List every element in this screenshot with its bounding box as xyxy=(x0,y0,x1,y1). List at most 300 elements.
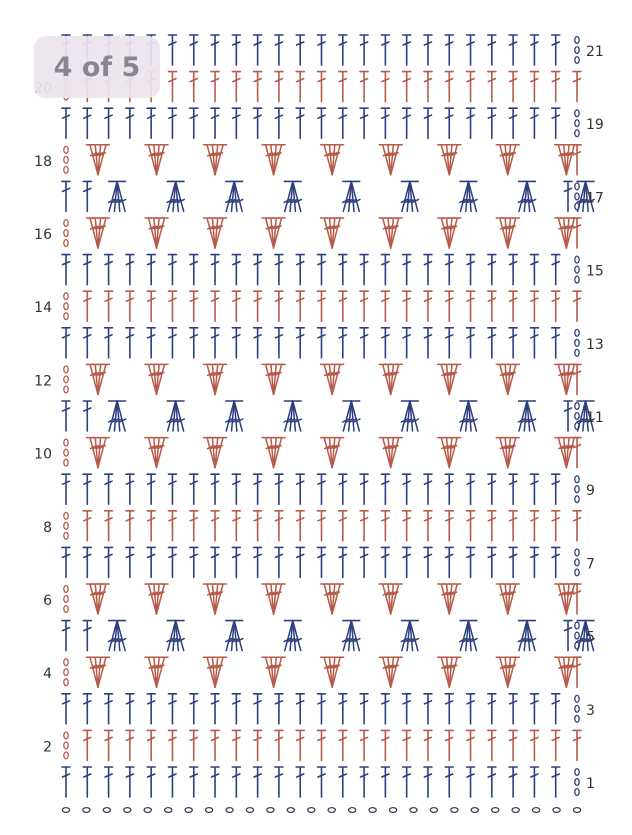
double-crochet-stitch xyxy=(168,291,176,321)
double-crochet-stitch xyxy=(381,767,389,797)
inverted-v-cluster xyxy=(518,181,536,211)
chain-link xyxy=(575,569,579,576)
v-stitch-cluster xyxy=(555,584,578,614)
v-stitch-cluster xyxy=(204,364,227,394)
double-crochet-stitch xyxy=(424,767,432,797)
double-crochet-stitch xyxy=(318,108,326,138)
double-crochet-stitch xyxy=(403,255,411,285)
chart-row-1 xyxy=(62,767,579,797)
foundation-chain-link xyxy=(185,808,192,813)
chain-link xyxy=(575,632,579,639)
double-crochet-stitch xyxy=(232,547,240,577)
double-crochet-stitch xyxy=(424,511,432,541)
row-number-label: 10 xyxy=(34,446,52,463)
double-crochet-stitch xyxy=(254,474,262,504)
double-crochet-stitch xyxy=(467,72,475,102)
double-crochet-stitch xyxy=(360,694,368,724)
double-crochet-stitch xyxy=(126,511,134,541)
double-crochet-stitch xyxy=(126,328,134,358)
chain-link xyxy=(64,313,68,320)
double-crochet-stitch xyxy=(573,364,581,394)
double-crochet-stitch xyxy=(83,511,91,541)
chain-link xyxy=(575,110,579,117)
chain-link xyxy=(575,120,579,127)
double-crochet-stitch xyxy=(360,72,368,102)
foundation-chain-link xyxy=(533,808,540,813)
double-crochet-stitch xyxy=(254,291,262,321)
foundation-chain-link xyxy=(267,808,274,813)
double-crochet-stitch xyxy=(530,767,538,797)
chain-link xyxy=(64,220,68,227)
double-crochet-stitch xyxy=(339,547,347,577)
double-crochet-stitch xyxy=(552,35,560,65)
double-crochet-stitch xyxy=(190,255,198,285)
chain-link xyxy=(575,329,579,336)
double-crochet-stitch xyxy=(339,730,347,760)
chain-link xyxy=(575,276,579,283)
double-crochet-stitch xyxy=(488,694,496,724)
inverted-v-cluster xyxy=(459,621,477,651)
double-crochet-stitch xyxy=(445,511,453,541)
double-crochet-stitch xyxy=(254,35,262,65)
foundation-chain-link xyxy=(144,808,151,813)
foundation-chain-link xyxy=(512,808,519,813)
chart-row-9 xyxy=(62,474,579,504)
v-stitch-cluster xyxy=(86,364,109,394)
double-crochet-stitch xyxy=(467,547,475,577)
turning-chain xyxy=(575,329,579,356)
double-crochet-stitch xyxy=(190,547,198,577)
turning-chain xyxy=(64,586,68,613)
double-crochet-stitch xyxy=(296,255,304,285)
double-crochet-stitch xyxy=(232,328,240,358)
v-stitch-cluster xyxy=(555,218,578,248)
double-crochet-stitch xyxy=(275,730,283,760)
double-crochet-stitch xyxy=(509,72,517,102)
chain-link xyxy=(64,522,68,529)
chart-row-12 xyxy=(64,364,581,394)
double-crochet-stitch xyxy=(126,255,134,285)
chain-link xyxy=(575,130,579,137)
chain-link xyxy=(64,679,68,686)
v-stitch-cluster xyxy=(379,145,402,175)
double-crochet-stitch xyxy=(424,72,432,102)
foundation-chain-link xyxy=(165,808,172,813)
v-stitch-cluster xyxy=(86,218,109,248)
chain-link xyxy=(575,47,579,54)
double-crochet-stitch xyxy=(381,328,389,358)
foundation-chain-link xyxy=(430,808,437,813)
double-crochet-stitch xyxy=(339,767,347,797)
double-crochet-stitch xyxy=(424,694,432,724)
turning-chain xyxy=(575,622,579,649)
double-crochet-stitch xyxy=(168,730,176,760)
double-crochet-stitch xyxy=(445,730,453,760)
foundation-chain-link xyxy=(226,808,233,813)
double-crochet-stitch xyxy=(509,255,517,285)
double-crochet-stitch xyxy=(83,694,91,724)
double-crochet-stitch xyxy=(530,255,538,285)
chain-link xyxy=(64,376,68,383)
chain-link xyxy=(575,769,579,776)
double-crochet-stitch xyxy=(488,35,496,65)
double-crochet-stitch xyxy=(190,108,198,138)
v-stitch-cluster xyxy=(204,145,227,175)
double-crochet-stitch xyxy=(509,547,517,577)
v-stitch-cluster xyxy=(262,657,285,687)
double-crochet-stitch xyxy=(360,730,368,760)
row-number-label: 2 xyxy=(43,739,52,756)
foundation-chain-link xyxy=(62,808,69,813)
foundation-chain-link xyxy=(103,808,110,813)
double-crochet-stitch xyxy=(564,181,572,211)
double-crochet-stitch xyxy=(296,511,304,541)
double-crochet-stitch xyxy=(296,291,304,321)
double-crochet-stitch xyxy=(509,511,517,541)
double-crochet-stitch xyxy=(509,730,517,760)
inverted-v-cluster xyxy=(342,621,360,651)
chain-link xyxy=(575,789,579,796)
double-crochet-stitch xyxy=(488,328,496,358)
chain-link xyxy=(575,476,579,483)
double-crochet-stitch xyxy=(509,767,517,797)
double-crochet-stitch xyxy=(530,730,538,760)
double-crochet-stitch xyxy=(83,328,91,358)
double-crochet-stitch xyxy=(445,694,453,724)
double-crochet-stitch xyxy=(105,474,113,504)
double-crochet-stitch xyxy=(445,328,453,358)
double-crochet-stitch xyxy=(318,547,326,577)
chain-link xyxy=(64,742,68,749)
double-crochet-stitch xyxy=(488,474,496,504)
chain-link xyxy=(575,695,579,702)
double-crochet-stitch xyxy=(403,108,411,138)
v-stitch-cluster xyxy=(86,145,109,175)
double-crochet-stitch xyxy=(62,328,70,358)
v-stitch-cluster xyxy=(555,657,578,687)
row-number-label: 15 xyxy=(586,263,604,280)
double-crochet-stitch xyxy=(445,474,453,504)
double-crochet-stitch xyxy=(126,474,134,504)
v-stitch-cluster xyxy=(321,438,344,468)
inverted-v-cluster xyxy=(108,401,126,431)
chain-link xyxy=(64,156,68,163)
v-stitch-cluster xyxy=(496,218,519,248)
v-stitch-cluster xyxy=(496,657,519,687)
inverted-v-cluster xyxy=(401,181,419,211)
double-crochet-stitch xyxy=(168,35,176,65)
double-crochet-stitch xyxy=(232,291,240,321)
double-crochet-stitch xyxy=(360,511,368,541)
double-crochet-stitch xyxy=(381,35,389,65)
inverted-v-cluster xyxy=(401,621,419,651)
inverted-v-cluster xyxy=(225,621,243,651)
row-number-label: 6 xyxy=(43,593,52,609)
foundation-chain-link xyxy=(287,808,294,813)
chain-link xyxy=(575,183,579,190)
double-crochet-stitch xyxy=(488,547,496,577)
double-crochet-stitch xyxy=(147,108,155,138)
double-crochet-stitch xyxy=(530,511,538,541)
double-crochet-stitch xyxy=(254,72,262,102)
v-stitch-cluster xyxy=(262,218,285,248)
double-crochet-stitch xyxy=(445,547,453,577)
foundation-chain-link xyxy=(308,808,315,813)
chart-row-17 xyxy=(62,181,595,211)
v-stitch-cluster xyxy=(262,145,285,175)
double-crochet-stitch xyxy=(254,767,262,797)
double-crochet-stitch xyxy=(424,108,432,138)
v-stitch-cluster xyxy=(555,364,578,394)
double-crochet-stitch xyxy=(211,730,219,760)
row-number-label: 17 xyxy=(586,190,604,207)
double-crochet-stitch xyxy=(168,108,176,138)
double-crochet-stitch xyxy=(254,328,262,358)
double-crochet-stitch xyxy=(275,328,283,358)
double-crochet-stitch xyxy=(467,108,475,138)
chain-link xyxy=(64,166,68,173)
slide-counter-label: 4 of 5 xyxy=(53,51,141,83)
chart-row-16 xyxy=(64,218,581,248)
double-crochet-stitch xyxy=(509,291,517,321)
double-crochet-stitch xyxy=(168,72,176,102)
double-crochet-stitch xyxy=(83,474,91,504)
double-crochet-stitch xyxy=(318,474,326,504)
double-crochet-stitch xyxy=(126,291,134,321)
chain-link xyxy=(575,622,579,629)
foundation-chain-link xyxy=(471,808,478,813)
double-crochet-stitch xyxy=(254,108,262,138)
double-crochet-stitch xyxy=(254,730,262,760)
row-number-label: 9 xyxy=(586,483,595,500)
double-crochet-stitch xyxy=(105,694,113,724)
turning-chain xyxy=(64,366,68,393)
double-crochet-stitch xyxy=(509,328,517,358)
inverted-v-cluster xyxy=(167,621,185,651)
double-crochet-stitch xyxy=(488,255,496,285)
chart-row-11 xyxy=(62,401,595,431)
double-crochet-stitch xyxy=(509,694,517,724)
double-crochet-stitch xyxy=(62,181,70,211)
v-stitch-cluster xyxy=(555,145,578,175)
double-crochet-stitch xyxy=(318,511,326,541)
double-crochet-stitch xyxy=(147,255,155,285)
v-stitch-cluster xyxy=(262,364,285,394)
double-crochet-stitch xyxy=(254,511,262,541)
v-stitch-cluster xyxy=(379,584,402,614)
chart-row-2 xyxy=(64,730,581,760)
turning-chain xyxy=(575,695,579,722)
foundation-chain-link xyxy=(369,808,376,813)
double-crochet-stitch xyxy=(62,621,70,651)
double-crochet-stitch xyxy=(211,767,219,797)
row-number-label: 18 xyxy=(34,153,52,170)
double-crochet-stitch xyxy=(573,145,581,175)
double-crochet-stitch xyxy=(147,291,155,321)
chain-link xyxy=(575,349,579,356)
chart-row-3 xyxy=(62,694,579,724)
double-crochet-stitch xyxy=(232,35,240,65)
double-crochet-stitch xyxy=(211,328,219,358)
turning-chain xyxy=(64,293,68,320)
double-crochet-stitch xyxy=(573,218,581,248)
double-crochet-stitch xyxy=(445,767,453,797)
double-crochet-stitch xyxy=(573,72,581,102)
double-crochet-stitch xyxy=(552,547,560,577)
v-stitch-cluster xyxy=(496,145,519,175)
chain-link xyxy=(575,779,579,786)
double-crochet-stitch xyxy=(424,35,432,65)
row-number-label: 13 xyxy=(586,336,604,353)
v-stitch-cluster xyxy=(145,145,168,175)
turning-chain xyxy=(64,146,68,173)
double-crochet-stitch xyxy=(509,108,517,138)
double-crochet-stitch xyxy=(168,328,176,358)
chart-row-14 xyxy=(64,291,581,321)
double-crochet-stitch xyxy=(339,35,347,65)
double-crochet-stitch xyxy=(275,547,283,577)
row-number-label: 16 xyxy=(34,227,52,243)
double-crochet-stitch xyxy=(83,255,91,285)
v-stitch-cluster xyxy=(379,657,402,687)
v-stitch-cluster xyxy=(496,584,519,614)
v-stitch-cluster xyxy=(379,364,402,394)
double-crochet-stitch xyxy=(168,474,176,504)
turning-chain xyxy=(575,476,579,503)
chain-link xyxy=(575,496,579,503)
double-crochet-stitch xyxy=(564,621,572,651)
double-crochet-stitch xyxy=(445,35,453,65)
double-crochet-stitch xyxy=(467,35,475,65)
double-crochet-stitch xyxy=(211,291,219,321)
double-crochet-stitch xyxy=(62,108,70,138)
slide-counter-badge xyxy=(34,36,160,98)
chain-link xyxy=(64,386,68,393)
double-crochet-stitch xyxy=(552,767,560,797)
double-crochet-stitch xyxy=(403,474,411,504)
double-crochet-stitch xyxy=(232,108,240,138)
double-crochet-stitch xyxy=(318,35,326,65)
turning-chain xyxy=(64,512,68,539)
double-crochet-stitch xyxy=(467,694,475,724)
double-crochet-stitch xyxy=(360,474,368,504)
foundation-chain-link xyxy=(124,808,131,813)
double-crochet-stitch xyxy=(190,72,198,102)
double-crochet-stitch xyxy=(147,730,155,760)
turning-chain xyxy=(64,439,68,466)
double-crochet-stitch xyxy=(552,730,560,760)
double-crochet-stitch xyxy=(296,767,304,797)
double-crochet-stitch xyxy=(467,291,475,321)
double-crochet-stitch xyxy=(232,767,240,797)
double-crochet-stitch xyxy=(62,474,70,504)
double-crochet-stitch xyxy=(232,72,240,102)
double-crochet-stitch xyxy=(573,438,581,468)
double-crochet-stitch xyxy=(168,255,176,285)
chain-link xyxy=(575,413,579,420)
double-crochet-stitch xyxy=(147,474,155,504)
double-crochet-stitch xyxy=(83,621,91,651)
row-number-label: 7 xyxy=(586,556,595,573)
chain-link xyxy=(575,403,579,410)
double-crochet-stitch xyxy=(403,35,411,65)
double-crochet-stitch xyxy=(467,474,475,504)
double-crochet-stitch xyxy=(318,255,326,285)
double-crochet-stitch xyxy=(211,474,219,504)
double-crochet-stitch xyxy=(105,255,113,285)
double-crochet-stitch xyxy=(573,584,581,614)
double-crochet-stitch xyxy=(62,767,70,797)
double-crochet-stitch xyxy=(296,108,304,138)
double-crochet-stitch xyxy=(296,730,304,760)
double-crochet-stitch xyxy=(83,730,91,760)
chain-link xyxy=(575,549,579,556)
v-stitch-cluster xyxy=(496,364,519,394)
double-crochet-stitch xyxy=(403,767,411,797)
double-crochet-stitch xyxy=(62,694,70,724)
double-crochet-stitch xyxy=(445,72,453,102)
double-crochet-stitch xyxy=(381,474,389,504)
chain-link xyxy=(575,193,579,200)
double-crochet-stitch xyxy=(552,72,560,102)
double-crochet-stitch xyxy=(552,255,560,285)
double-crochet-stitch xyxy=(339,511,347,541)
v-stitch-cluster xyxy=(321,364,344,394)
inverted-v-cluster xyxy=(284,401,302,431)
chain-link xyxy=(64,659,68,666)
double-crochet-stitch xyxy=(168,511,176,541)
foundation-chain-link xyxy=(410,808,417,813)
double-crochet-stitch xyxy=(488,730,496,760)
double-crochet-stitch xyxy=(424,291,432,321)
double-crochet-stitch xyxy=(168,767,176,797)
double-crochet-stitch xyxy=(445,291,453,321)
v-stitch-cluster xyxy=(321,584,344,614)
double-crochet-stitch xyxy=(488,767,496,797)
turning-chain xyxy=(575,256,579,283)
v-stitch-cluster xyxy=(321,218,344,248)
double-crochet-stitch xyxy=(360,328,368,358)
double-crochet-stitch xyxy=(211,35,219,65)
chain-link xyxy=(575,486,579,493)
double-crochet-stitch xyxy=(211,694,219,724)
double-crochet-stitch xyxy=(62,401,70,431)
double-crochet-stitch xyxy=(105,767,113,797)
double-crochet-stitch xyxy=(573,511,581,541)
double-crochet-stitch xyxy=(232,474,240,504)
chart-row-10 xyxy=(64,438,581,468)
v-stitch-cluster xyxy=(145,218,168,248)
double-crochet-stitch xyxy=(488,108,496,138)
double-crochet-stitch xyxy=(360,255,368,285)
double-crochet-stitch xyxy=(552,108,560,138)
row-number-label: 19 xyxy=(586,117,604,134)
foundation-chain-link xyxy=(553,808,560,813)
double-crochet-stitch xyxy=(211,108,219,138)
chart-row-7 xyxy=(62,547,579,577)
v-stitch-cluster xyxy=(438,584,461,614)
chain-link xyxy=(64,512,68,519)
double-crochet-stitch xyxy=(552,694,560,724)
inverted-v-cluster xyxy=(108,621,126,651)
turning-chain xyxy=(575,403,579,430)
chart-row-13 xyxy=(62,328,579,358)
foundation-chain-link xyxy=(246,808,253,813)
double-crochet-stitch xyxy=(530,291,538,321)
row-number-label: 4 xyxy=(43,666,52,683)
chain-link xyxy=(64,752,68,759)
double-crochet-stitch xyxy=(105,328,113,358)
